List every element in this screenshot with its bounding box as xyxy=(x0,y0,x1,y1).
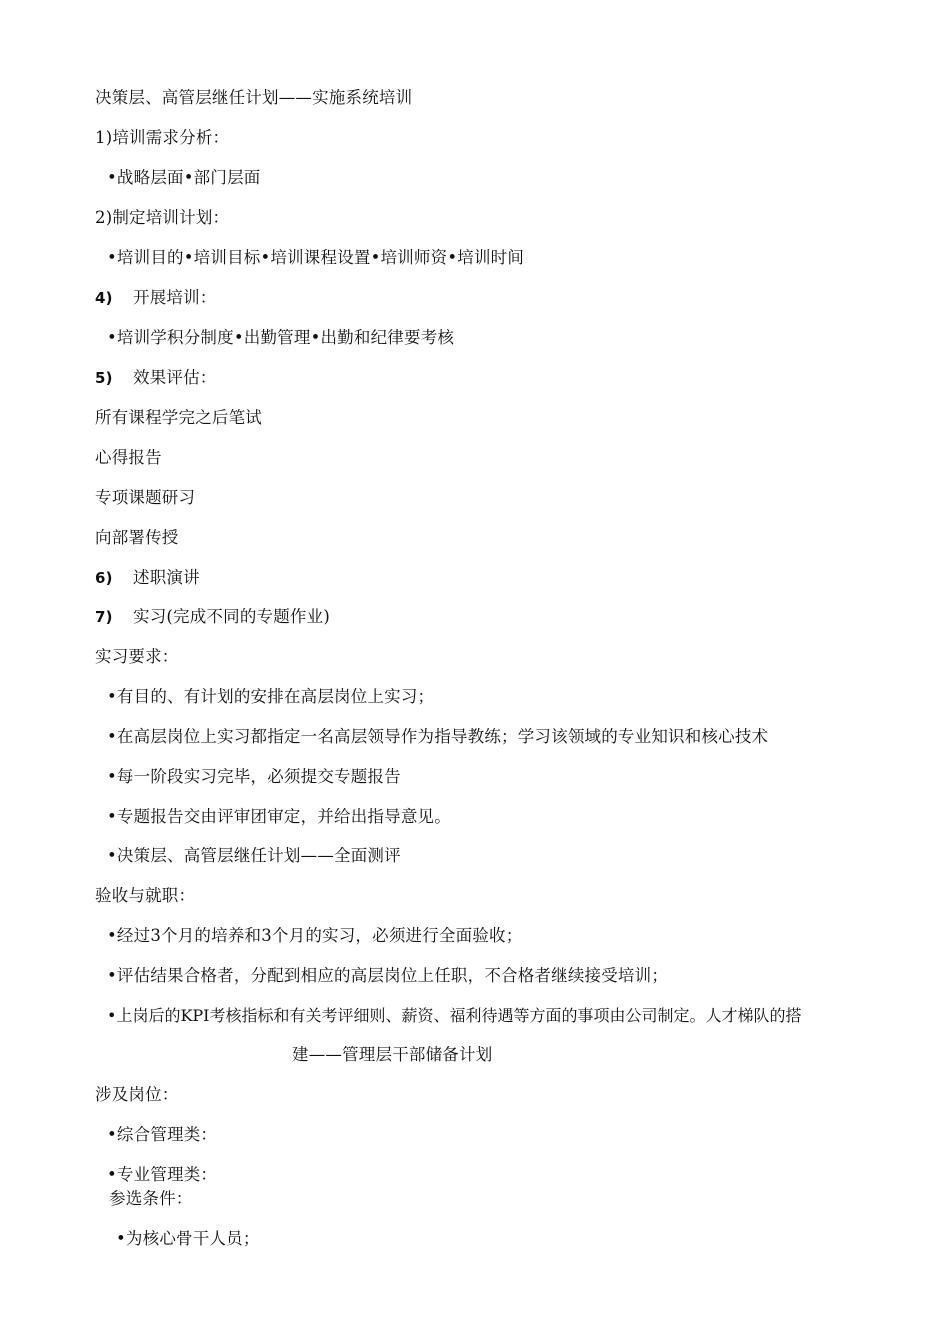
selection-heading: 参选条件： xyxy=(109,1189,193,1208)
section-label: 开展培训： xyxy=(133,288,217,307)
internship-bullet: •每一阶段实习完毕，必须提交专题报告 xyxy=(107,767,401,786)
evaluation-line: 心得报告 xyxy=(95,448,162,467)
section-label: 效果评估： xyxy=(133,368,217,387)
acceptance-heading: 验收与就职： xyxy=(95,886,196,905)
acceptance-bullet: •经过3个月的培养和3个月的实习，必须进行全面验收； xyxy=(107,926,523,945)
evaluation-line: 向部署传授 xyxy=(95,528,179,547)
section-number: 6) xyxy=(95,569,113,587)
acceptance-continuation: 建——管理层干部储备计划 xyxy=(292,1045,493,1064)
evaluation-line: 所有课程学完之后笔试 xyxy=(95,408,262,427)
section-training-needs-items: •战略层面•部门层面 xyxy=(107,168,261,187)
section-conduct-training-heading xyxy=(95,287,217,309)
section-number: 5) xyxy=(95,369,113,387)
section-label: 实习(完成不同的专题作业) xyxy=(133,607,330,626)
section-conduct-training-items: •培训学积分制度•出勤管理•出勤和纪律要考核 xyxy=(107,328,455,347)
positions-bullet: •综合管理类： xyxy=(107,1125,218,1144)
internship-bullet: •有目的、有计划的安排在高层岗位上实习； xyxy=(107,687,435,706)
internship-bullet: •决策层、高管层继任计划——全面测评 xyxy=(107,846,401,865)
positions-bullet: •专业管理类： xyxy=(107,1165,218,1184)
document-title: 决策层、高管层继任计划——实施系统培训 xyxy=(95,88,413,107)
section-training-plan-heading: 2)制定培训计划： xyxy=(95,208,230,227)
internship-bullet: •专题报告交由评审团审定，并给出指导意见。 xyxy=(107,807,451,826)
section-number: 4) xyxy=(95,289,113,307)
internship-requirements-heading: 实习要求： xyxy=(95,647,179,666)
section-label: 述职演讲 xyxy=(133,568,200,587)
evaluation-line: 专项课题研习 xyxy=(95,488,196,507)
acceptance-bullet: •上岗后的KPI考核指标和有关考评细则、薪资、福利待遇等方面的事项由公司制定。人才梯队的搭 xyxy=(107,1006,802,1025)
selection-bullet: •为核心骨干人员； xyxy=(116,1229,260,1248)
section-evaluation-heading xyxy=(95,367,217,389)
section-number: 7) xyxy=(95,608,113,626)
section-training-plan-items: •培训目的•培训目标•培训课程设置•培训师资•培训时间 xyxy=(107,248,525,267)
section-internship-heading xyxy=(95,606,330,628)
acceptance-bullet: •评估结果合格者，分配到相应的高层岗位上任职，不合格者继续接受培训； xyxy=(107,966,669,985)
section-training-needs-heading: 1)培训需求分析： xyxy=(95,128,230,147)
positions-heading: 涉及岗位： xyxy=(95,1085,179,1104)
section-speech-heading xyxy=(95,567,200,589)
internship-bullet: •在高层岗位上实习都指定一名高层领导作为指导教练；学习该领域的专业知识和核心技术 xyxy=(107,727,769,746)
